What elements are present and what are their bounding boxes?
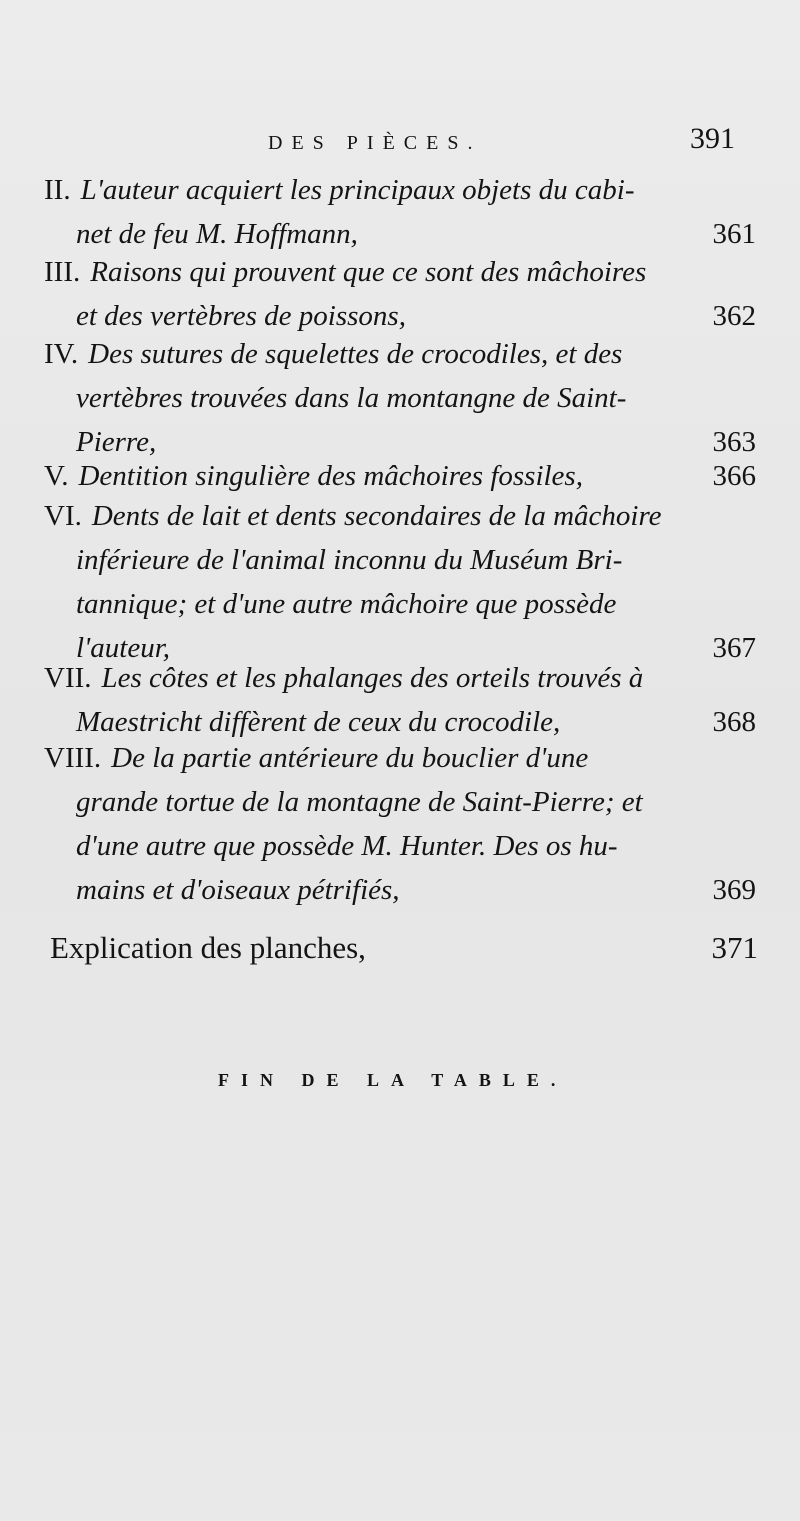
entry-numeral: II. bbox=[44, 174, 71, 206]
toc-line bbox=[44, 868, 756, 912]
entry-text: Des sutures de squelettes de crocodiles, et des bbox=[88, 338, 623, 370]
entry-text: inférieure de l'animal inconnu du Muséum Bri- bbox=[76, 544, 623, 576]
page-number: 391 bbox=[690, 122, 735, 155]
entry-text: L'auteur acquiert les principaux objets du cabi- bbox=[80, 174, 635, 206]
entry-page: 369 bbox=[712, 874, 756, 906]
running-title: DES PIÈCES. bbox=[268, 132, 482, 154]
toc-line bbox=[44, 824, 756, 868]
toc-entry bbox=[44, 168, 756, 256]
final-entry-page: 371 bbox=[711, 930, 758, 965]
entry-page: 366 bbox=[712, 460, 756, 492]
toc-line bbox=[44, 376, 756, 420]
toc-line bbox=[44, 494, 756, 538]
entry-numeral: VI. bbox=[44, 500, 82, 532]
toc-entry bbox=[44, 494, 756, 670]
entry-text: Les côtes et les phalanges des orteils trouvés à bbox=[101, 662, 644, 694]
toc-line bbox=[44, 736, 756, 780]
entry-text: et des vertèbres de poissons, bbox=[76, 300, 406, 332]
toc-line bbox=[44, 250, 756, 294]
toc-final-entry bbox=[50, 926, 758, 970]
entry-page: 368 bbox=[712, 706, 756, 738]
toc-line bbox=[44, 780, 756, 824]
end-of-table: FIN DE LA TABLE. bbox=[218, 1070, 568, 1090]
toc-line bbox=[44, 582, 756, 626]
entry-text: grande tortue de la montagne de Saint-Pierre; et bbox=[76, 786, 643, 818]
toc-line bbox=[44, 538, 756, 582]
entry-text: Maestricht diffèrent de ceux du crocodile, bbox=[76, 706, 561, 738]
entry-text: d'une autre que possède M. Hunter. Des os hu- bbox=[76, 830, 618, 862]
entry-text: Dentition singulière des mâchoires fossiles, bbox=[78, 460, 583, 492]
entry-numeral: III. bbox=[44, 256, 81, 288]
entry-page: 362 bbox=[712, 300, 756, 332]
toc-line bbox=[44, 332, 756, 376]
entry-text: tannique; et d'une autre mâchoire que possède bbox=[76, 588, 617, 620]
entry-text: Pierre, bbox=[76, 426, 157, 458]
entry-text: net de feu M. Hoffmann, bbox=[76, 218, 358, 250]
final-entry-text: Explication des planches, bbox=[50, 930, 366, 965]
entry-numeral: VIII. bbox=[44, 742, 102, 774]
entry-numeral: VII. bbox=[44, 662, 92, 694]
entry-text: mains et d'oiseaux pétrifiés, bbox=[76, 874, 400, 906]
running-header bbox=[0, 122, 800, 168]
entry-text: Dents de lait et dents secondaires de la mâchoire bbox=[91, 500, 662, 532]
entry-text: Raisons qui prouvent que ce sont des mâchoires bbox=[90, 256, 647, 288]
toc-entry bbox=[44, 454, 756, 498]
entry-page: 367 bbox=[712, 632, 756, 664]
entry-text: vertèbres trouvées dans la montangne de Saint- bbox=[76, 382, 627, 414]
toc-line bbox=[44, 454, 756, 498]
toc-line bbox=[44, 168, 756, 212]
toc-entry bbox=[44, 332, 756, 464]
entry-numeral: V. bbox=[44, 460, 69, 492]
toc-line bbox=[44, 656, 756, 700]
entry-numeral: IV. bbox=[44, 338, 79, 370]
toc-entry bbox=[44, 656, 756, 744]
toc-entry bbox=[44, 736, 756, 912]
toc-entry bbox=[44, 250, 756, 338]
entry-text: De la partie antérieure du bouclier d'une bbox=[111, 742, 589, 774]
entry-text: l'auteur, bbox=[76, 632, 171, 664]
entry-page: 363 bbox=[712, 426, 756, 458]
entry-page: 361 bbox=[712, 218, 756, 250]
